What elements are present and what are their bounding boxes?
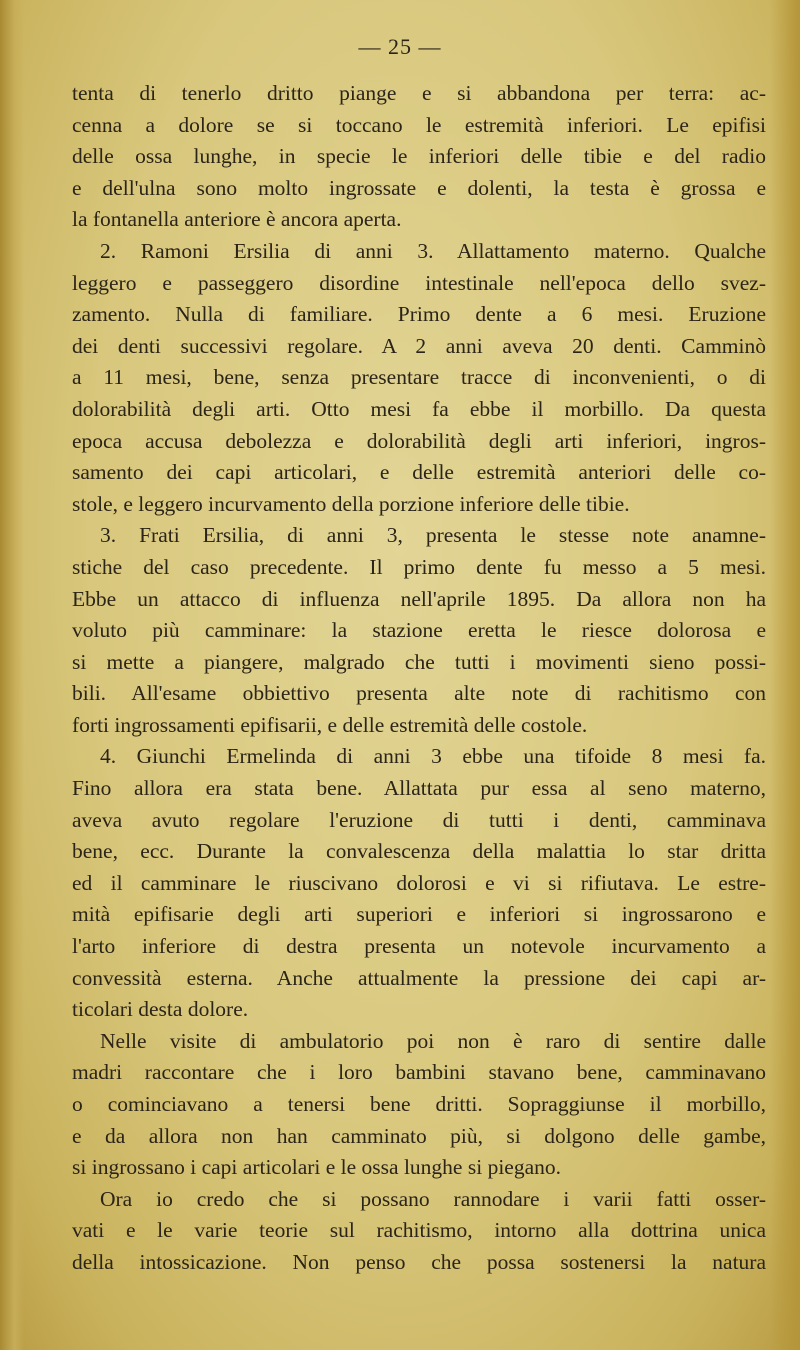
text-line: della intossicazione. Non penso che possa sostenersi la natura xyxy=(72,1249,766,1274)
text-line: si ingrossano i capi articolari e le ossa lunghe si piegano. xyxy=(72,1155,561,1180)
text-line: a 11 mesi, bene, senza presentare tracce di inconvenienti, o di xyxy=(72,365,766,390)
text-line: forti ingrossamenti epifisarii, e delle estremità delle costole. xyxy=(72,712,588,737)
text-line: aveva avuto regolare l'eruzione di tutti i denti, camminava xyxy=(72,807,766,832)
text-line: si mette a piangere, malgrado che tutti i movimenti sieno possi- xyxy=(72,649,766,674)
text-line: Fino allora era stata bene. Allattata pur essa al seno materno, xyxy=(72,776,766,801)
text-line: la fontanella anteriore è ancora aperta. xyxy=(72,207,402,232)
text-line: o cominciavano a tenersi bene dritti. Sopraggiunse il morbillo, xyxy=(72,1092,766,1116)
text-line: delle ossa lunghe, in specie le inferiori delle tibie e del radio xyxy=(72,144,766,169)
text-line: Nelle visite di ambulatorio poi non è raro di sentire dalle xyxy=(100,1028,766,1053)
text-line: stiche del caso precedente. Il primo dente fu messo a 5 mesi. xyxy=(72,554,766,579)
text-line: epoca accusa debolezza e dolorabilità degli arti inferiori, ingros- xyxy=(72,428,766,453)
text-line: ticolari desta dolore. xyxy=(72,997,249,1022)
text-line: dolorabilità degli arti. Otto mesi fa ebbe il morbillo. Da questa xyxy=(72,396,766,421)
text-line: Ora io credo che si possano rannodare i varii fatti osser- xyxy=(100,1186,766,1211)
text-line: e da allora non han camminato più, si dolgono delle gambe, xyxy=(72,1123,766,1148)
text-line: stole, e leggero incurvamento della porzione inferiore delle tibie. xyxy=(72,491,630,516)
text-line: convessità esterna. Anche attualmente la pressione dei capi ar- xyxy=(72,965,766,990)
text-line: samento dei capi articolari, e delle estremità anteriori delle co- xyxy=(72,460,766,485)
text-line: madri raccontare che i loro bambini stavano bene, camminavano xyxy=(72,1060,766,1085)
text-line: 4. Giunchi Ermelinda di anni 3 ebbe una tifoide 8 mesi fa. xyxy=(100,744,766,769)
page-number: — 25 — xyxy=(358,34,442,59)
text-line: mità epifisarie degli arti superiori e inferiori si ingrossarono e xyxy=(72,902,766,927)
text-line: Ebbe un attacco di influenza nell'aprile 1895. Da allora non ha xyxy=(72,586,766,611)
text-line: l'arto inferiore di destra presenta un notevole incurvamento a xyxy=(72,934,766,959)
text-line: 3. Frati Ersilia, di anni 3, presenta le stesse note anamne- xyxy=(100,523,766,548)
text-line: bene, ecc. Durante la convalescenza della malattia lo star dritta xyxy=(72,839,766,864)
text-line: vati e le varie teorie sul rachitismo, intorno alla dottrina unica xyxy=(72,1218,766,1243)
text-line: tenta di tenerlo dritto piange e si abbandona per terra: ac- xyxy=(72,81,766,105)
text-line: 2. Ramoni Ersilia di anni 3. Allattamento materno. Qualche xyxy=(100,238,766,263)
page-edge-shadow-left xyxy=(0,0,24,1350)
text-line: leggero e passeggero disordine intestinale nell'epoca dello svez- xyxy=(72,270,766,295)
text-line: e dell'ulna sono molto ingrossate e dolenti, la testa è grossa e xyxy=(72,175,766,200)
text-line: dei denti successivi regolare. A 2 anni aveva 20 denti. Camminò xyxy=(72,333,766,358)
text-line: ed il camminare le riuscivano dolorosi e vi si rifiutava. Le estre- xyxy=(72,870,766,895)
text-line: cenna a dolore se si toccano le estremità inferiori. Le epifisi xyxy=(72,112,766,137)
text-line: voluto più camminare: la stazione eretta le riesce dolorosa e xyxy=(72,618,766,643)
body-text xyxy=(72,78,766,1279)
page-edge-shadow-right xyxy=(770,0,800,1350)
text-line: bili. All'esame obbiettivo presenta alte note di rachitismo con xyxy=(72,681,766,706)
text-line: zamento. Nulla di familiare. Primo dente a 6 mesi. Eruzione xyxy=(72,302,766,327)
